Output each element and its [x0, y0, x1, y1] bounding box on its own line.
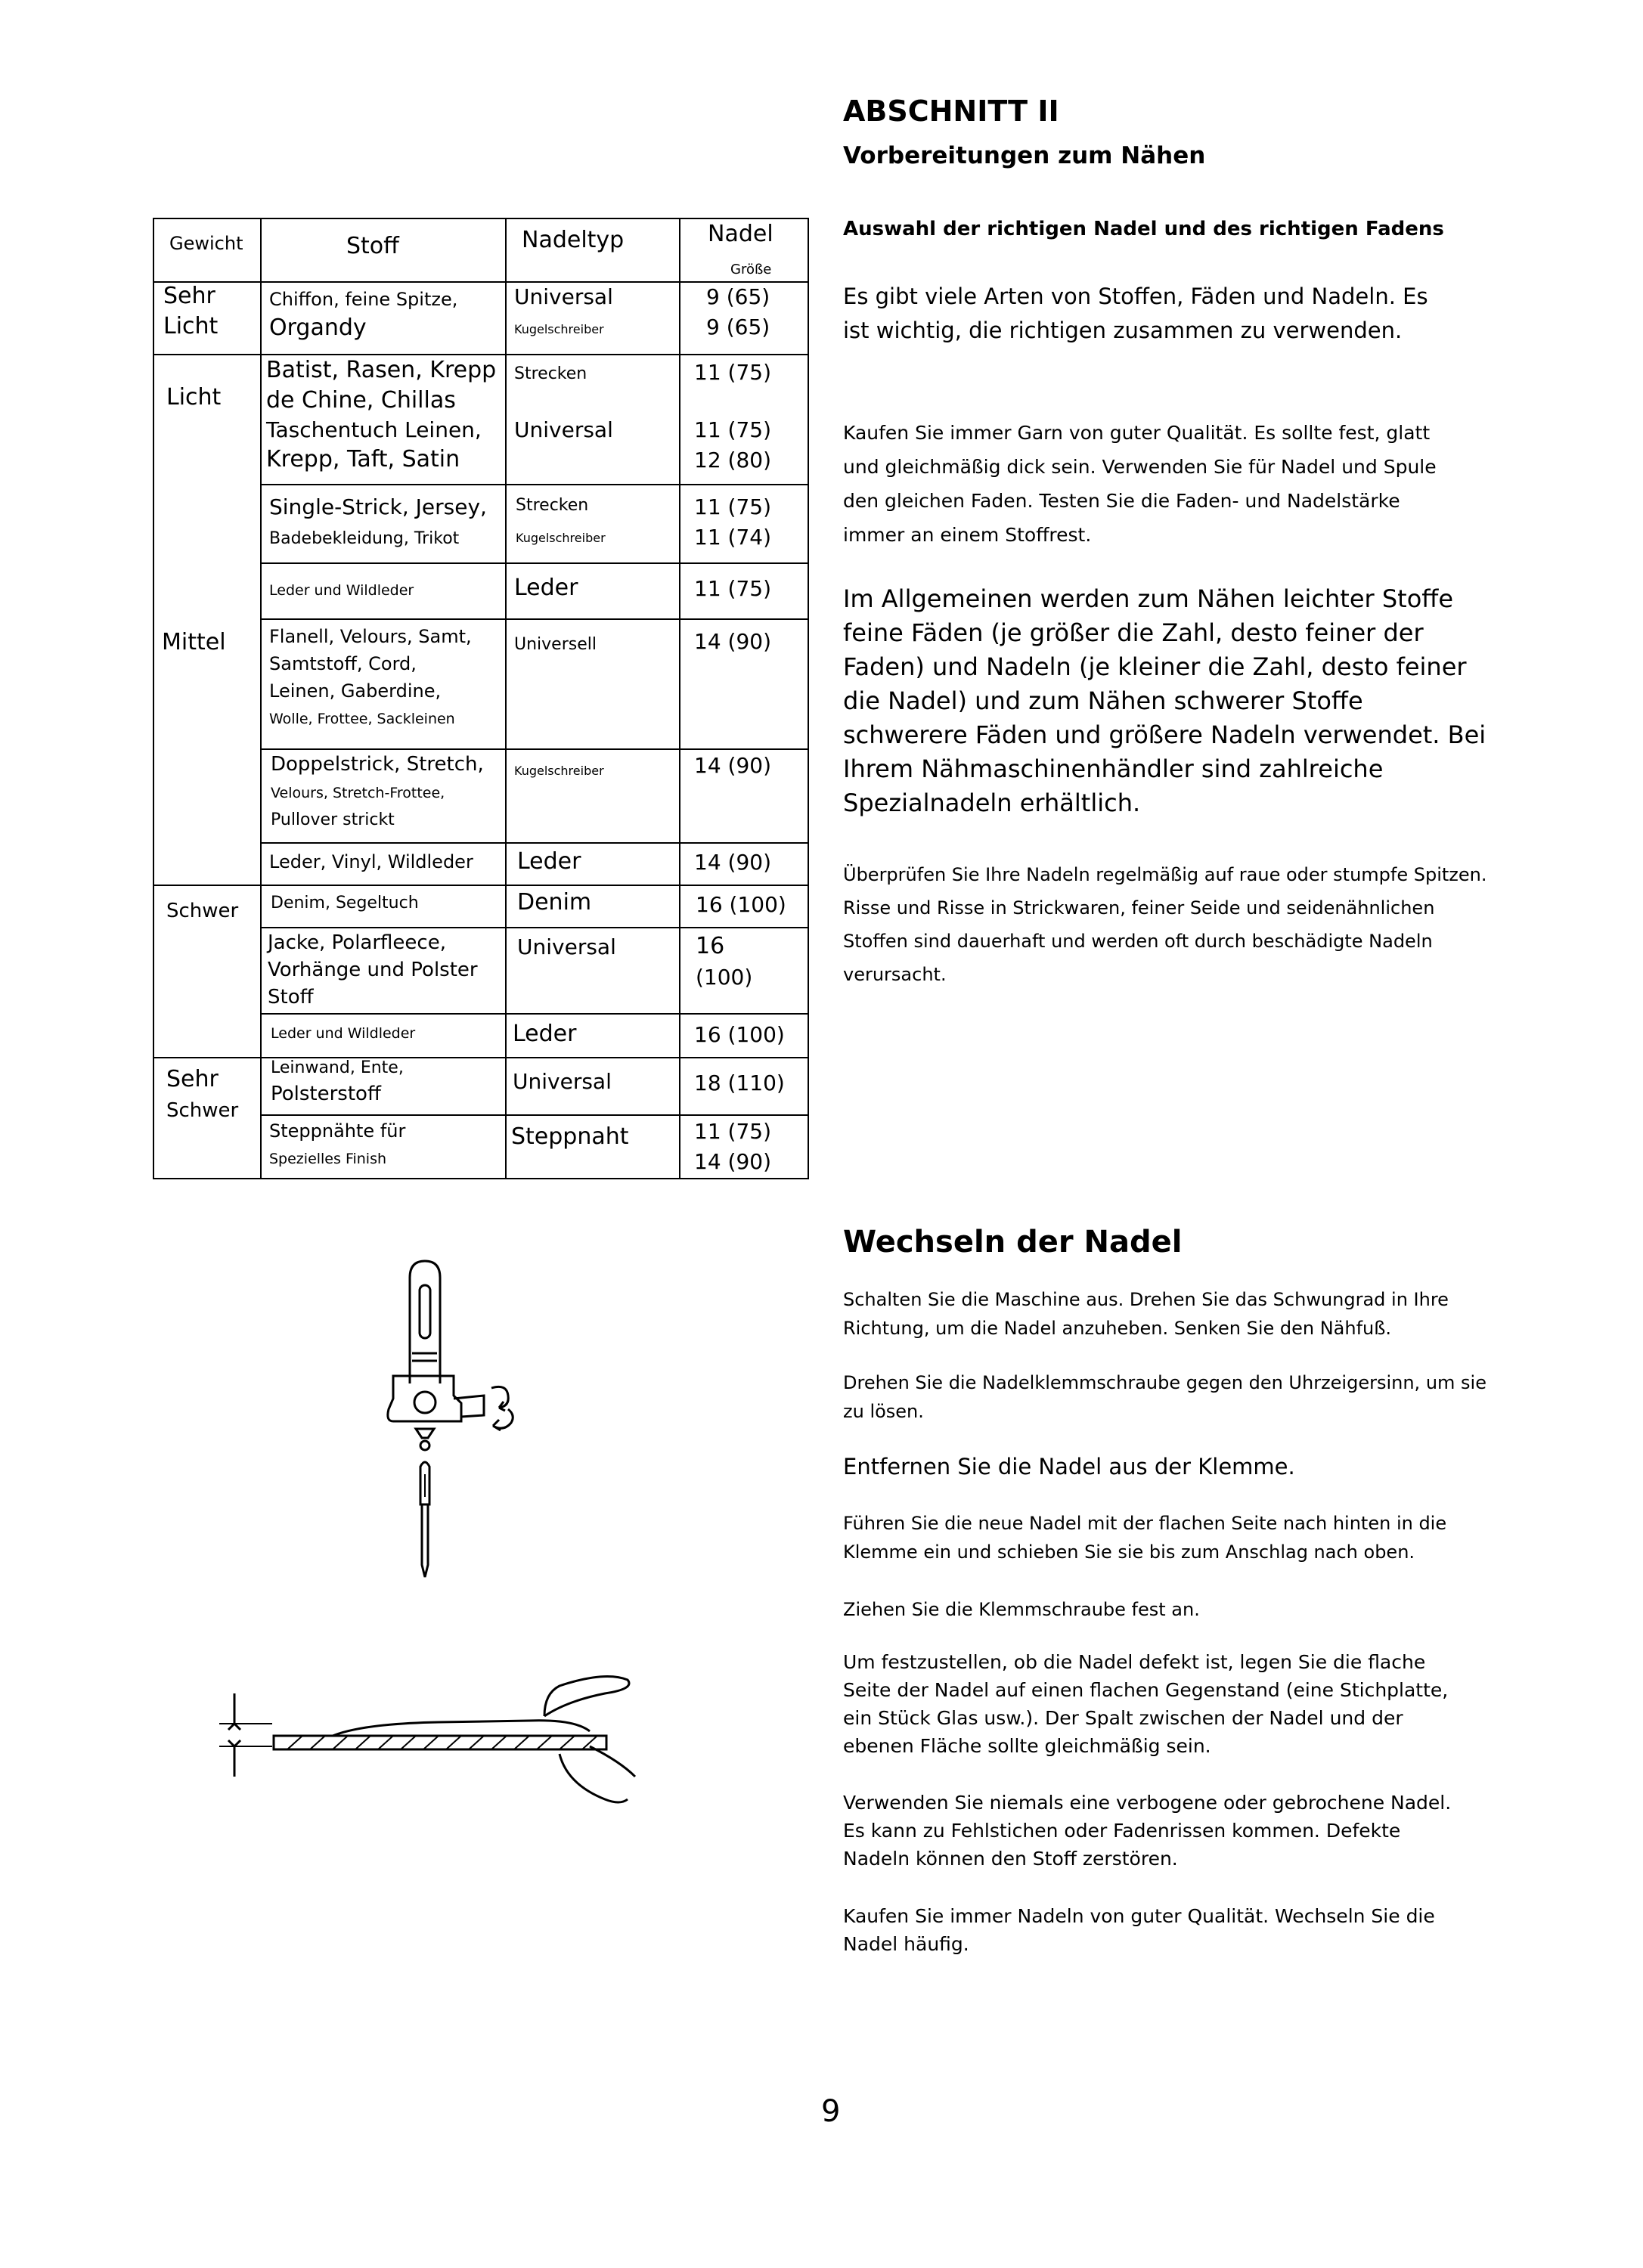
fabric-cell: de Chine, Chillas — [266, 387, 456, 414]
section-subtitle: Vorbereitungen zum Nähen — [843, 142, 1206, 169]
change-step-5: Ziehen Sie die Klemmschraube fest an. — [843, 1599, 1200, 1620]
size-cell: 11 (74) — [694, 525, 772, 550]
needle-type-cell: Universal — [514, 284, 613, 309]
table-divider — [260, 927, 809, 928]
fabric-cell: Denim, Segeltuch — [271, 894, 419, 912]
size-cell: 9 (65) — [706, 314, 770, 339]
change-step-4: Führen Sie die neue Nadel mit der flachen Seite nach hinten in die Klemme ein und schieben Sie sie bis zum Anschlag nach oben. — [843, 1513, 1447, 1563]
header-needle: Nadel — [708, 221, 773, 247]
table-divider — [505, 219, 507, 1178]
table-divider — [260, 1114, 809, 1116]
needle-type-cell: Denim — [517, 889, 592, 916]
weight-very-heavy: Sehr — [166, 1066, 219, 1092]
fabric-cell: Steppnähte für — [269, 1120, 406, 1142]
selection-paragraph-3: Im Allgemeinen werden zum Nähen leichter Stoffe feine Fäden (je größer die Zahl, desto feiner der Faden) und Nadeln (je kleiner die Zahl, desto feiner die Nadel) und zum Nähen schwerer Stoffe schwerere Fäden und größere Nadeln verwendet. Bei Ihrem Nähmaschinenhändler sind zahlreiche Spezialnadeln erhältlich. — [843, 584, 1486, 817]
header-needle-type: Nadeltyp — [522, 227, 625, 253]
size-cell: 12 (80) — [694, 448, 772, 472]
change-step-2: Drehen Sie die Nadelklemmschraube gegen den Uhrzeigersinn, um sie zu lösen. — [843, 1372, 1486, 1422]
fabric-cell: Wolle, Frottee, Sackleinen — [269, 711, 455, 727]
size-cell: 14 (90) — [694, 629, 772, 654]
size-cell: (100) — [696, 965, 753, 990]
needle-type-cell: Leder — [513, 1021, 577, 1047]
change-step-1: Schalten Sie die Maschine aus. Drehen Sie das Schwungrad in Ihre Richtung, um die Nadel anzuheben. Senken Sie den Nähfuß. — [843, 1289, 1449, 1339]
fabric-cell: Taschentuch Leinen, — [266, 417, 482, 442]
table-divider — [260, 219, 262, 1178]
fabric-cell: Spezielles Finish — [269, 1151, 387, 1167]
header-weight: Gewicht — [169, 233, 243, 254]
table-divider — [260, 842, 809, 844]
fabric-cell: Stoff — [268, 986, 314, 1009]
needle-check-illustration — [212, 1663, 650, 1814]
fabric-cell: Leder und Wildleder — [271, 1025, 416, 1042]
fabric-cell: Organdy — [269, 314, 367, 341]
fabric-cell: Samtstoff, Cord, — [269, 653, 417, 674]
fabric-cell: Chiffon, feine Spitze, — [269, 289, 458, 310]
fabric-cell: Vorhänge und Polster — [268, 959, 478, 981]
table-divider — [260, 562, 809, 564]
needle-type-cell: Kugelschreiber — [514, 764, 604, 778]
size-cell: 9 (65) — [706, 284, 770, 309]
size-cell: 11 (75) — [694, 576, 772, 601]
table-divider — [154, 885, 809, 886]
header-size: Größe — [730, 262, 772, 277]
change-step-8: Kaufen Sie immer Nadeln von guter Qualität. Wechseln Sie die Nadel häufig. — [843, 1905, 1435, 1955]
weight-light: Licht — [166, 384, 222, 411]
needle-table — [153, 218, 809, 1179]
fabric-cell: Leder und Wildleder — [269, 582, 414, 599]
needle-type-cell: Strecken — [514, 364, 587, 383]
selection-heading: Auswahl der richtigen Nadel und des richtigen Fadens — [843, 218, 1444, 240]
weight-very-heavy: Schwer — [166, 1099, 239, 1122]
selection-paragraph-2: Kaufen Sie immer Garn von guter Qualität. Es sollte fest, glatt und gleichmäßig dick sein. Verwenden Sie für Nadel und Spule den gleichen Faden. Testen Sie die Faden- und Nadelstärke immer an einem Stoffrest. — [843, 422, 1437, 546]
weight-medium: Mittel — [162, 629, 226, 655]
table-divider — [260, 1013, 809, 1015]
selection-paragraph-1: Es gibt viele Arten von Stoffen, Fäden und Nadeln. Es ist wichtig, die richtigen zusammen zu verwenden. — [843, 284, 1428, 343]
size-cell: 11 (75) — [694, 494, 772, 519]
fabric-cell: Single-Strick, Jersey, — [269, 494, 487, 519]
needle-type-cell: Universal — [513, 1069, 612, 1094]
size-cell: 11 (75) — [694, 360, 772, 385]
selection-paragraph-4: Überprüfen Sie Ihre Nadeln regelmäßig auf raue oder stumpfe Spitzen. Risse und Risse in Strickwaren, feiner Seide und seidenähnlichen Stoffen sind dauerhaft und werden oft durch beschädigte Nadeln verursacht. — [843, 864, 1487, 985]
change-step-7: Verwenden Sie niemals eine verbogene oder gebrochene Nadel. Es kann zu Fehlstichen oder Fadenrissen kommen. Defekte Nadeln können den Stoff zerstören. — [843, 1792, 1452, 1870]
size-cell: 11 (75) — [694, 1119, 772, 1144]
size-cell: 16 — [696, 933, 725, 959]
change-step-3: Entfernen Sie die Nadel aus der Klemme. — [843, 1454, 1295, 1479]
needle-type-cell: Kugelschreiber — [514, 322, 604, 336]
fabric-cell: Batist, Rasen, Krepp — [266, 357, 497, 383]
table-divider — [154, 1057, 809, 1058]
fabric-cell: Leinwand, Ente, — [271, 1058, 404, 1077]
table-divider — [260, 618, 809, 620]
size-cell: 18 (110) — [694, 1070, 785, 1095]
size-cell: 16 (100) — [696, 892, 786, 917]
size-cell: 16 (100) — [694, 1022, 785, 1047]
needle-clamp-illustration — [378, 1247, 544, 1580]
table-divider — [679, 219, 680, 1178]
fabric-cell: Badebekleidung, Trikot — [269, 529, 460, 548]
fabric-cell: Polsterstoff — [271, 1083, 381, 1105]
change-needle-title: Wechseln der Nadel — [843, 1225, 1183, 1259]
fabric-cell: Leinen, Gaberdine, — [269, 680, 442, 702]
fabric-cell: Pullover strickt — [271, 810, 395, 829]
needle-type-cell: Universal — [517, 934, 616, 959]
fabric-cell: Flanell, Velours, Samt, — [269, 626, 472, 647]
needle-type-cell: Steppnaht — [511, 1123, 629, 1150]
table-divider — [154, 354, 809, 355]
section-title: ABSCHNITT II — [843, 94, 1059, 128]
fabric-cell: Velours, Stretch-Frottee, — [271, 785, 445, 801]
table-divider — [260, 484, 809, 485]
weight-very-light: Licht — [163, 313, 219, 339]
weight-very-light: Sehr — [163, 283, 215, 309]
needle-type-cell: Universell — [514, 635, 597, 654]
header-fabric: Stoff — [346, 233, 399, 259]
table-divider — [154, 281, 809, 283]
size-cell: 14 (90) — [694, 850, 772, 875]
needle-type-cell: Leder — [517, 848, 581, 875]
size-cell: 11 (75) — [694, 417, 772, 442]
change-step-6: Um festzustellen, ob die Nadel defekt ist, legen Sie die flache Seite der Nadel auf einen flachen Gegenstand (eine Stichplatte, ein Stück Glas usw.). Der Spalt zwischen der Nadel und der ebenen Fläche sollte gleichmäßig sein. — [843, 1651, 1449, 1757]
size-cell: 14 (90) — [694, 1149, 772, 1174]
needle-type-cell: Universal — [514, 417, 613, 442]
size-cell: 14 (90) — [694, 753, 772, 778]
weight-heavy: Schwer — [166, 900, 239, 922]
table-divider — [260, 748, 809, 750]
needle-type-cell: Leder — [514, 575, 578, 601]
needle-type-cell: Strecken — [516, 496, 589, 515]
fabric-cell: Leder, Vinyl, Wildleder — [269, 851, 473, 872]
page-number: 9 — [821, 2094, 841, 2129]
fabric-cell: Doppelstrick, Stretch, — [271, 753, 484, 776]
fabric-cell: Krepp, Taft, Satin — [266, 446, 460, 472]
fabric-cell: Jacke, Polarfleece, — [268, 931, 446, 954]
needle-type-cell: Kugelschreiber — [516, 531, 606, 545]
